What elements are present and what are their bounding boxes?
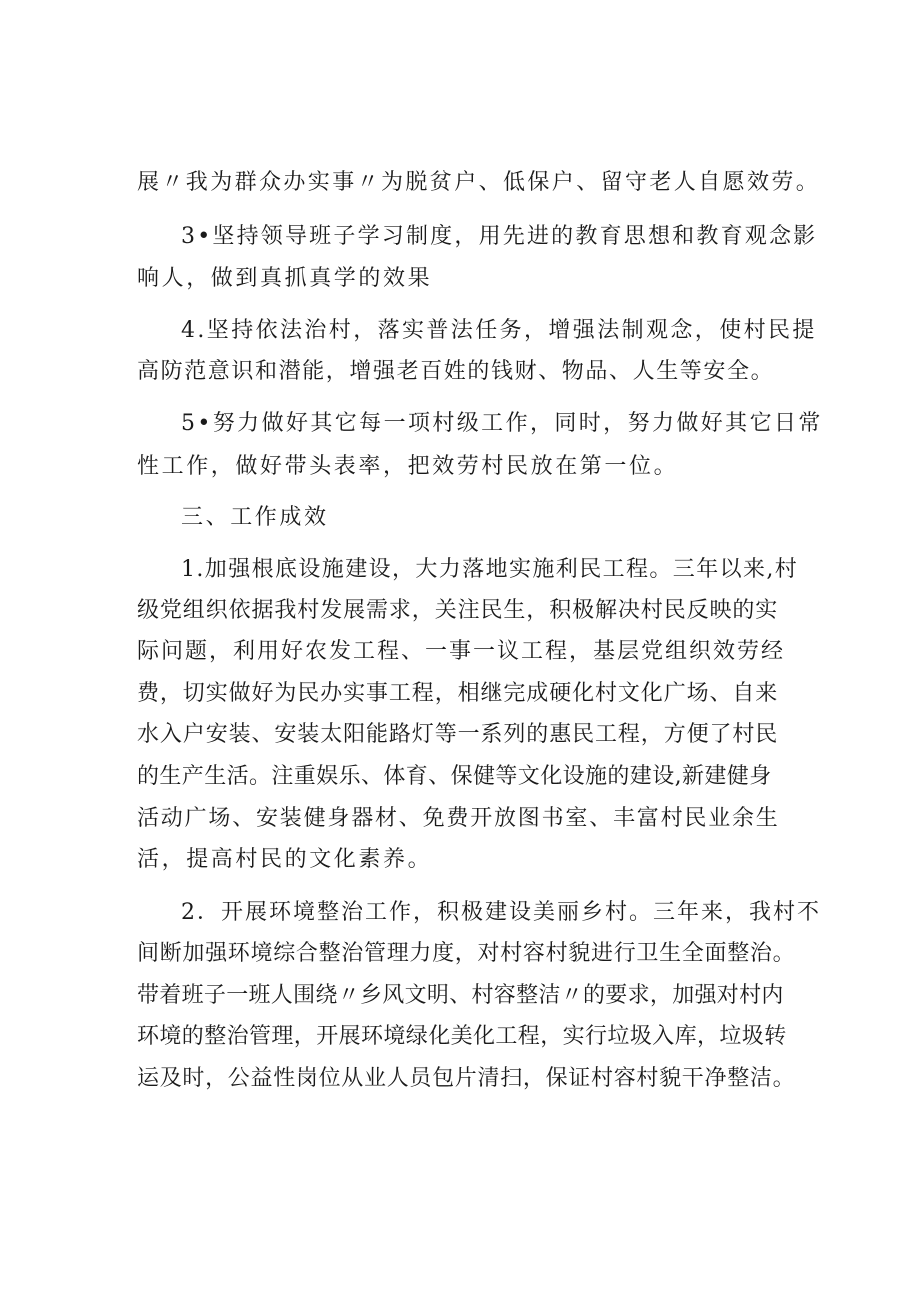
text-line: 4.坚持依法治村，落实普法任务，增强法制观念，使村民提	[181, 318, 817, 343]
text-line: 5•努力做好其它每一项村级工作，同时，努力做好其它日常	[181, 411, 823, 436]
text-line: 活，提高村民的文化素养。	[137, 847, 433, 872]
text-line: 际问题，利用好农发工程、一事一议工程，基层党组织效劳经	[137, 639, 786, 664]
text-line: 间断加强环境综合整治管理力度，对村容村貌进行卫生全面整治。	[137, 941, 796, 966]
text-line: 高防范意识和潜能，增强老百姓的钱财、物品、人生等安全。	[137, 359, 775, 384]
text-line: 3•坚持领导班子学习制度，用先进的教育思想和教育观念影	[181, 224, 818, 249]
text-line: 运及时，公益性岗位从业人员包片清扫，保证村容村貌干净整洁。	[137, 1066, 796, 1091]
text-line: 的生产生活。注重娱乐、体育、保健等文化设施的建设,新建健身	[137, 764, 772, 789]
text-line: 环境的整治管理，开展环境绿化美化工程，实行垃圾入库，垃圾转	[137, 1024, 787, 1049]
text-line: 费，切实做好为民办实事工程，相继完成硬化村文化广场、自来	[137, 681, 779, 706]
text-line: 性工作，做好带头表率，把效劳村民放在第一位。	[137, 454, 679, 479]
text-line: 活动广场、安装健身器材、免费开放图书室、丰富村民业余生	[137, 806, 780, 831]
text-line: 级党组织依据我村发展需求，关注民生，积极解决村民反映的实	[137, 598, 779, 623]
text-line: 2．开展环境整治工作，积极建设美丽乡村。三年来，我村不	[181, 900, 821, 925]
text-line: 水入户安装、安装太阳能路灯等一系列的惠民工程，方便了村民	[137, 722, 779, 747]
text-line: 响人，做到真抓真学的效果	[137, 266, 433, 291]
text-line: 展〃我为群众办实事〃为脱贫户、低保户、留守老人自愿效劳。	[137, 170, 821, 195]
section-heading: 三、工作成效	[181, 505, 329, 530]
text-line: 带着班子一班人围绕〃乡风文明、村容整洁〃的要求，加强对村内	[137, 983, 784, 1008]
text-line: 1.加强根底设施建设，大力落地实施利民工程。三年以来,村	[181, 557, 799, 582]
